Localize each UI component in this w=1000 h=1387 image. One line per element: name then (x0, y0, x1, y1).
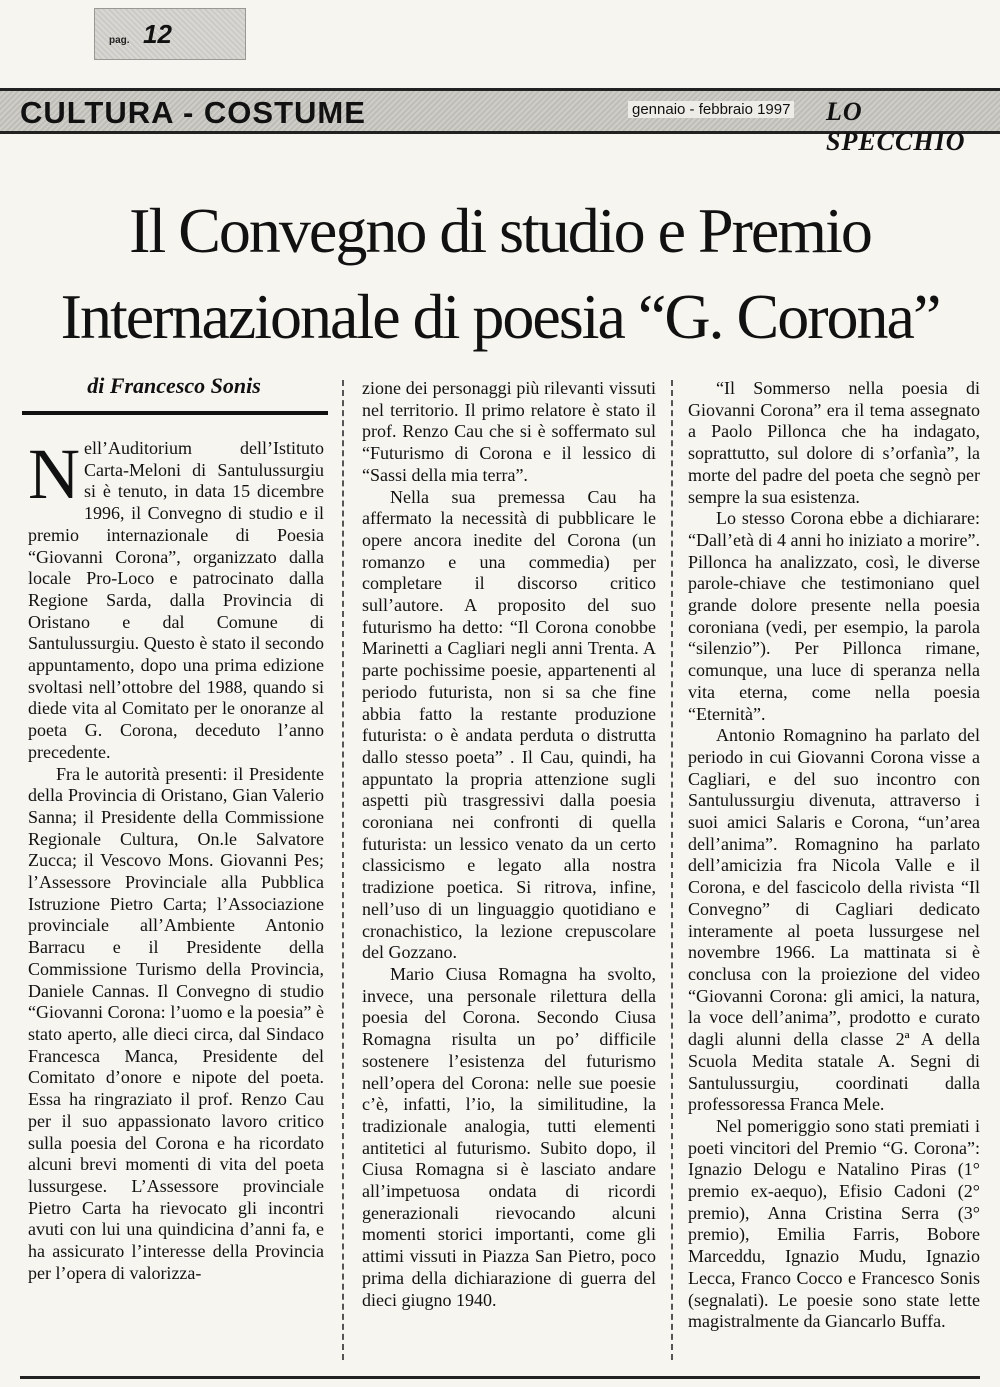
page-number-tag (94, 8, 246, 60)
paragraph-text: ell’Auditorium dell’Istituto Carta-Meloni di Santulussurgiu si è tenuto, in data 15 dicembre 1996, il Convegno di studio e il premio internazionale di Poesia “Giovanni Corona”, organizzato dalla locale Pro-Loco e patrocinato dalla Regione Sarda, dalla Provincia di Oristano e dal Comune di Santulussurgiu. Questo è stato il secondo appuntamento, dopo una prima edizione svoltasi nell’ottobre del 1988, quando si diede vita al Comitato per le onoranze al poeta G. Corona, deceduto l’anno precedente. (28, 438, 324, 762)
issue-date: gennaio - febbraio 1997 (628, 101, 794, 118)
section-title: CULTURA - COSTUME (20, 95, 366, 130)
article-paragraph: “Il Sommerso nella poesia di Giovanni Corona” era il tema assegnato a Paolo Pillonca che ha indagato, soprattutto, sul dolore di s’orfanìa”, la morte del padre del poeta che segnò per sempre la sua esistenza. (688, 378, 980, 507)
article-column-3 (688, 378, 980, 1333)
article-column-2 (362, 378, 656, 1311)
article-paragraph: Nel pomeriggio sono stati premiati i poeti vincitori del Premio “G. Corona”: Ignazio Delogu e Natalino Piras (1° premio ex-aequo), Efisio Cadoni (2° premio), Anna Cristina Serra (3° premio), Emilia Farris, Bobore Marceddu, Ignazio Mudu, Ignazio Lecca, Franco Cocco e Francesco Sonis (segnalati). Le poesie sono state lette magistralmente da Giancarlo Buffa. (688, 1115, 980, 1332)
page-prefix: pag. (109, 35, 130, 46)
article-paragraph: Lo stesso Corona ebbe a dichiarare: “Dall’età di 4 anni ho iniziato a morire”. Pillonca ha analizzato, così, le diverse parole-chiave che testimoniano quel grande dolore presente nella poesia coroniana (vedi, per esempio, la parola “silenzio”). Per Pillonca rimane, comunque, una luce di speranza nella vita eterna, come nella poesia “Eternità”. (688, 508, 980, 724)
article-paragraph: zione dei personaggi più rilevanti vissuti nel territorio. Il primo relatore è stato il prof. Renzo Cau che si è soffermato sul “Futurismo di Corona e il lessico di “Sassi della mia terra”. (362, 378, 656, 485)
article-paragraph: Antonio Romagnino ha parlato del periodo in cui Giovanni Corona visse a Cagliari, e del suo incontro con Santulussurgiu divenuta, attraverso i suoi amici Salaris e Corona, “un’area dell’anima”. Romagnino ha parlato dell’amicizia fra Nicola Valle e il Corona, e del fascicolo della rivista “Il Convegno” di Cagliari dedicato interamente al poeta lussurgese nel novembre 1966. La mattinata si è conclusa con la proiezione del video “Giovanni Corona: gli amici, la natura, la voce dell’anima”, prodotto e curato dagli alunni della classe 2ª A della Scuola Medita statale A. Segni di Santulussurgiu, coordinati dalla professoressa Franca Mele. (688, 725, 980, 1115)
section-header-band (0, 88, 1000, 156)
drop-cap: N (28, 434, 80, 514)
bottom-rule (20, 1376, 980, 1379)
article-byline: di Francesco Sonis (87, 373, 261, 398)
article-paragraph: Fra le autorità presenti: il Presidente della Provincia di Oristano, Gian Valerio Sanna; il Presidente della Commissione Regionale Cultura, On.le Salvatore Zucca; il Vescovo Mons. Giovanni Pes; l’Assessore Provinciale alla Pubblica Istruzione Pietro Carta; l’Associazione provinciale all’Ambiente Antonio Barracu e il Presidente della Commissione Turismo della Provincia, Daniele Cannas. Il Convegno di studio “Giovanni Corona: l’uomo e la poesia” è stato aperto, alle dieci circa, dal Sindaco Francesca Manca, Presidente del Comitato d’onore e nipote del poeta. Essa ha ringraziato il prof. Renzo Cau per il suo appassionato lavoro critico sulla poesia del Corona e ha ricordato alcuni brevi momenti di vita del poeta lussurgese. L’Assessore provinciale Pietro Carta ha rievocato gli incontri avuti con lui una quindicina d’anni fa, e ha assicurato l’interesse della Provincia per l’opera di valorizza- (28, 763, 324, 1283)
newspaper-masthead: LO SPECCHIO (826, 97, 966, 156)
column-separator (671, 380, 673, 1360)
byline-rule (22, 411, 328, 415)
article-paragraph: Mario Ciusa Romagna ha svolto, invece, una personale rilettura della poesia del Corona. Secondo Ciusa Romagna risulta un po’ difficile sostenere l’esistenza del futurismo nell’opera del Corona: nelle sue poesie c’è, infatti, l’io, la similitudine, la tradizionale analogia, tutti elementi antitetici al futurismo. Subito dopo, il Ciusa Romagna si è lasciato andare all’impetuosa ondata di ricordi generazionali rievocando alcuni momenti storici importanti, come gli attimi vissuti in Piazza San Pietro, poco prima della dichiarazione di guerra del dieci giugno 1940. (362, 963, 656, 1310)
page-number: 12 (143, 19, 172, 49)
article-headline: Il Convegno di studio e Premio Internazionale di poesia “G. Corona” (60, 195, 940, 352)
article-column-1 (28, 434, 324, 1284)
article-paragraph (28, 434, 324, 764)
article-paragraph: Nella sua premessa Cau ha affermato la necessità di pubblicare le opere ancora inedite del Corona (un romanzo e una commedia) per completare il discorso critico sull’autore. A proposito del suo futurismo ha detto: “Il Corona conobbe Marinetti a Cagliari negli anni Trenta. A parte pochissime poesie, appartenenti al periodo futurista, non si sa che fine abbia fatto la restante produzione futurista: o è andata perduta o distrutta dallo stesso poeta” . Il Cau, quindi, ha appuntato la propria attenzione sugli aspetti più trasgressivi dalla poesia coroniana nei confronti di quella futurista: un lessico venato da un certo classicismo e legato alla nostra tradizione poetica. Si ritrova, infine, nell’uso di un linguaggio quotidiano e cronachistico, la lezione crepuscolare del Gozzano. (362, 486, 656, 963)
column-separator (342, 380, 344, 1360)
